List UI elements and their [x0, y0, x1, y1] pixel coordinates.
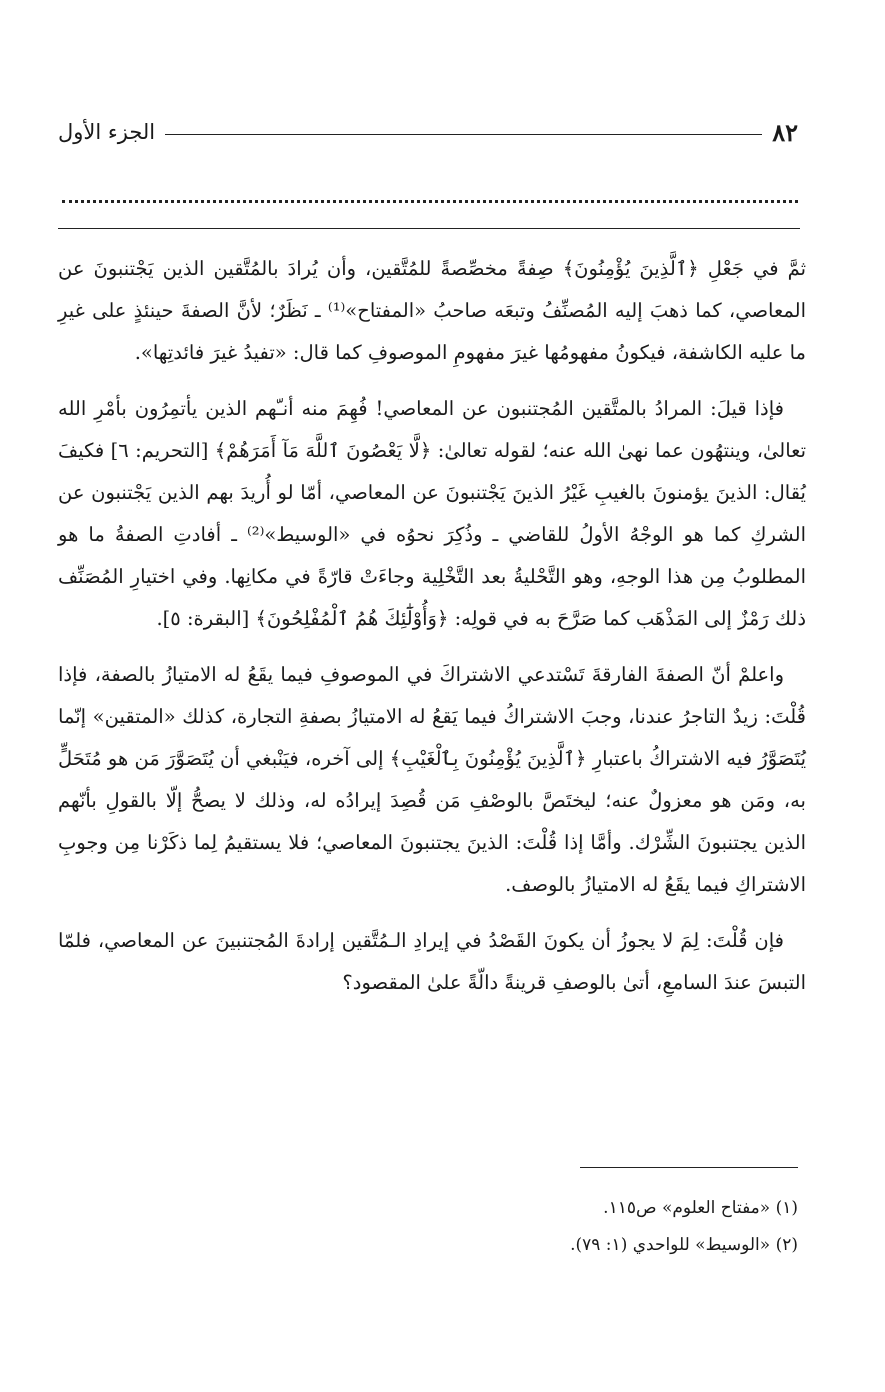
- header-divider: [58, 228, 800, 229]
- footnote: (٢) «الوسيط» للواحدي (١: ٧٩).: [570, 1235, 798, 1255]
- footnote-divider: [580, 1167, 798, 1168]
- page-number: ٨٢: [772, 117, 798, 147]
- paragraph: ثمَّ في جَعْلِ ﴿ٱلَّذِينَ يُؤْمِنُونَ﴾ صِفةً مخصِّصةً للمُتَّقين، وأن يُرادَ بالمُتَّقين الذين يَجْتنبونَ عن المعاصي، كما ذهبَ إليه المُصنِّفُ وتبعَه صاحبُ «المفتاح»⁽¹⁾ ـ نَظَرٌ؛ لأنَّ الصفةَ حينئذٍ على غيرِ ما عليه الكاشفة، فيكونُ مفهومُها غيرَ مفهومِ الموصوفِ كما قال: «تفيدُ غيرَ فائدتِها».: [58, 257, 807, 364]
- footnotes: [58, 1192, 798, 1266]
- footnote: (١) «مفتاح العلوم» ص١١٥.: [603, 1198, 798, 1218]
- dotted-divider: [62, 200, 798, 203]
- paragraph: واعلمْ أنّ الصفةَ الفارقةَ تَسْتدعي الاشتراكَ في الموصوفِ فيما يقَعُ له الامتيازُ بالصفة، فإذا قُلْتَ: زيدٌ التاجرُ عندنا، وجبَ الاشتراكُ فيما يَقعُ له الامتيازُ بصفةِ التجارة، كذلك «المتقين» إنّما يُتَصَوَّرُ فيه الاشتراكُ باعتبارِ ﴿ٱلَّذِينَ يُؤْمِنُونَ بِٱلْغَيْبِ﴾ إلى آخره، فيَنْبغي أن يُتَصَوَّرَ مَن هو مُتَحَلٍّ به، ومَن هو معزولٌ عنه؛ ليختَصَّ بالوصْفِ مَن قُصِدَ إيرادُه له، وذلك لا يصحُّ إلّا بالقولِ بأنّهم الذين يجتنبونَ الشِّرْك. وأمَّا إذا قُلْتَ: الذينَ يجتنبونَ المعاصي؛ فلا يستقيمُ لِما ذكَرْنا مِن وجوبِ الاشتراكِ فيما يقَعُ له الامتيازُ بالوصف.: [58, 663, 806, 896]
- header-leader-line: [165, 134, 762, 135]
- paragraph: فإن قُلْتَ: لِمَ لا يجوزُ أن يكونَ القَصْدُ في إيرادِ الـمُتَّقين إرادةَ المُجتنبينَ عن المعاصي، فلمّا التبسَ عندَ السامعِ، أتىٰ بالوصفِ قرينةً دالّةً علىٰ المقصود؟: [58, 929, 806, 994]
- paragraph: فإذا قيلَ: المرادُ بالمتَّقين المُجتنبون عن المعاصي! فُهِمَ منه أنـّهم الذين يأتمِرُون بأمْرِ الله تعالىٰ، وينتهُون عما نهىٰ الله عنه؛ لقوله تعالىٰ: ﴿لَّا يَعْصُونَ ٱللَّهَ مَآ أَمَرَهُمْ﴾ [التحريم: ٦] فكيفَ يُقال: الذينَ يؤمنونَ بالغيبِ غَيْرُ الذينَ يَجْتنبونَ عن المعاصي، أمّا لو أُريدَ بهم الذين يَجْتنبون عن الشركِ كما هو الوجْهُ الأولُ للقاضي ـ وذُكِرَ نحوُه في «الوسيط»⁽²⁾ ـ أفادتِ الصفةُ ما هو المطلوبُ مِن هذا الوجهِ، وهو التَّحْليةُ بعد التَّخْلِية وجاءَتْ قارّةً في مكانِها. وفي اختيارِ المُصَنِّف ذلك رَمْزٌ إلى المَذْهَب كما صَرَّحَ به في قولِه: ﴿وَأُوْلَٰٓئِكَ هُمُ ٱلْمُفْلِحُونَ﴾ [البقرة: ٥].: [58, 397, 806, 630]
- main-text: [58, 248, 806, 1018]
- running-header: [58, 112, 798, 152]
- part-title: الجزء الأول: [58, 120, 156, 144]
